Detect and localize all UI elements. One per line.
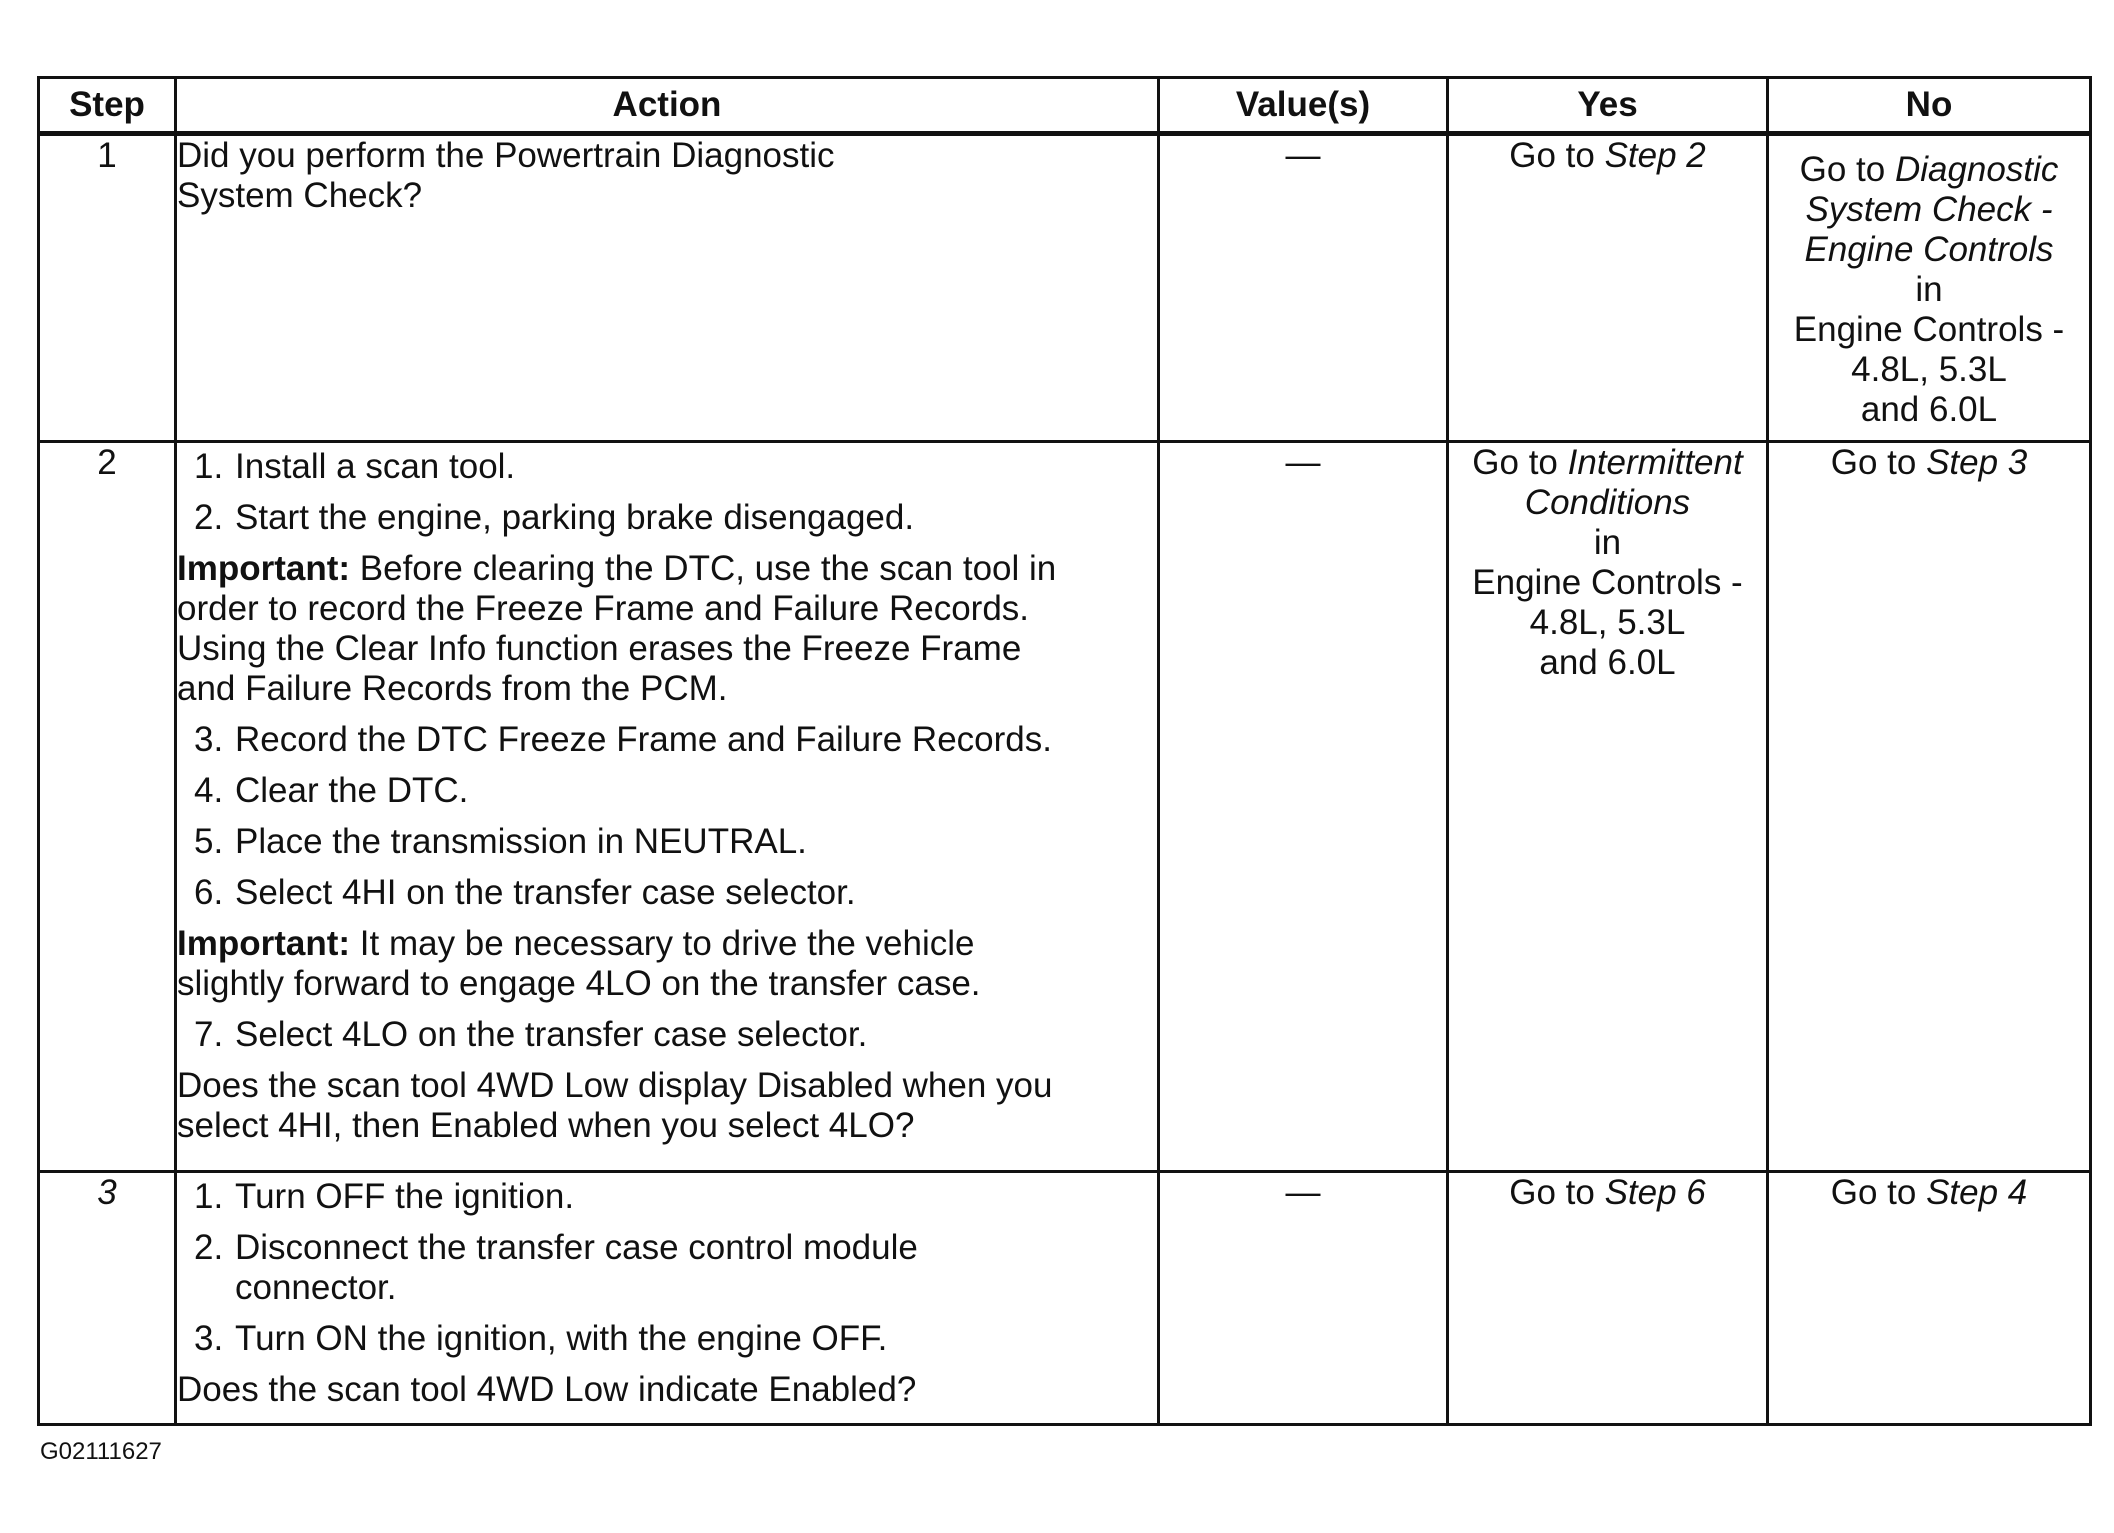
action-cell [176, 1172, 1159, 1425]
action-question: select 4HI, then Enabled when you select 4LO? [177, 1106, 915, 1145]
header-step: Step [39, 78, 176, 134]
yes-cell [1448, 1172, 1768, 1425]
reference-link[interactable]: Conditions [1524, 483, 1691, 522]
action-step-item: 2. Disconnect the transfer case control module connector. [194, 1228, 918, 1307]
step-number: 1 [39, 134, 176, 442]
value-cell: — [1159, 134, 1448, 442]
value-cell: — [1159, 442, 1448, 1172]
header-yes: Yes [1448, 78, 1768, 134]
step-link[interactable]: Step 3 [1926, 443, 2028, 482]
value-cell: — [1159, 1172, 1448, 1425]
step-link[interactable]: Step 4 [1926, 1173, 2028, 1212]
header-row [39, 78, 2091, 134]
important-note: Important: Before clearing the DTC, use the scan tool in order to record the Freeze Frame and Failure Records. Using the Clear Info function erases the Freeze Frame and Failure Records from the PCM. [177, 549, 1057, 708]
goto-prefix: Go to [1472, 443, 1568, 482]
table-row [39, 1172, 2091, 1425]
goto-prefix: Go to [1509, 136, 1605, 175]
action-step-item: 1. Install a scan tool. [194, 447, 516, 486]
reference-link[interactable]: Diagnostic [1894, 150, 2059, 189]
no-cell [1768, 134, 2091, 442]
action-step-item: 4. Clear the DTC. [194, 771, 469, 810]
action-question: System Check? [177, 176, 423, 215]
goto-prefix: Go to [1799, 150, 1895, 189]
in-word: in [1915, 270, 1943, 309]
action-cell [176, 442, 1159, 1172]
reference-text: and 6.0L [1860, 390, 1998, 429]
header-values: Value(s) [1159, 78, 1448, 134]
step-number: 2 [39, 442, 176, 1172]
reference-link[interactable]: Intermittent [1567, 443, 1743, 482]
action-step-item: 3. Turn ON the ignition, with the engine OFF. [194, 1319, 888, 1358]
action-question: Did you perform the Powertrain Diagnostic [177, 136, 835, 175]
goto-prefix: Go to [1509, 1173, 1605, 1212]
yes-cell [1448, 134, 1768, 442]
important-note: Important: It may be necessary to drive the vehicle slightly forward to engage 4LO on the transfer case. [177, 924, 981, 1003]
reference-text: and 6.0L [1539, 643, 1676, 682]
action-question: Does the scan tool 4WD Low display Disabled when you [177, 1066, 1053, 1105]
action-question: Does the scan tool 4WD Low indicate Enabled? [177, 1370, 917, 1409]
reference-text: Engine Controls - [1472, 563, 1743, 602]
step-link[interactable]: Step 2 [1604, 136, 1706, 175]
step-link[interactable]: Step 6 [1604, 1173, 1706, 1212]
header-action: Action [176, 78, 1159, 134]
step-number: 3 [39, 1172, 176, 1425]
in-word: in [1593, 523, 1622, 562]
action-step-item: 2. Start the engine, parking brake disengaged. [194, 498, 915, 537]
diagnostic-table [37, 76, 2092, 1426]
action-step-item: 5. Place the transmission in NEUTRAL. [194, 822, 807, 861]
reference-link[interactable]: Engine Controls [1804, 230, 2054, 269]
no-cell [1768, 442, 2091, 1172]
goto-prefix: Go to [1830, 1173, 1927, 1212]
action-step-item: 1. Turn OFF the ignition. [194, 1177, 575, 1216]
header-no: No [1768, 78, 2091, 134]
yes-cell [1448, 442, 1768, 1172]
action-step-item: 7. Select 4LO on the transfer case selector. [194, 1015, 868, 1054]
no-cell [1768, 1172, 2091, 1425]
figure-id: G02111627 [40, 1438, 162, 1465]
table-row [39, 134, 2091, 442]
reference-link[interactable]: System Check - [1805, 190, 2053, 229]
reference-text: Engine Controls - [1793, 310, 2065, 349]
action-step-item: 3. Record the DTC Freeze Frame and Failure Records. [194, 720, 1052, 759]
action-cell [176, 134, 1159, 442]
goto-prefix: Go to [1830, 443, 1927, 482]
reference-text: 4.8L, 5.3L [1851, 350, 2007, 389]
reference-text: 4.8L, 5.3L [1529, 603, 1686, 642]
action-step-item: 6. Select 4HI on the transfer case selector. [194, 873, 856, 912]
table-row [39, 442, 2091, 1172]
